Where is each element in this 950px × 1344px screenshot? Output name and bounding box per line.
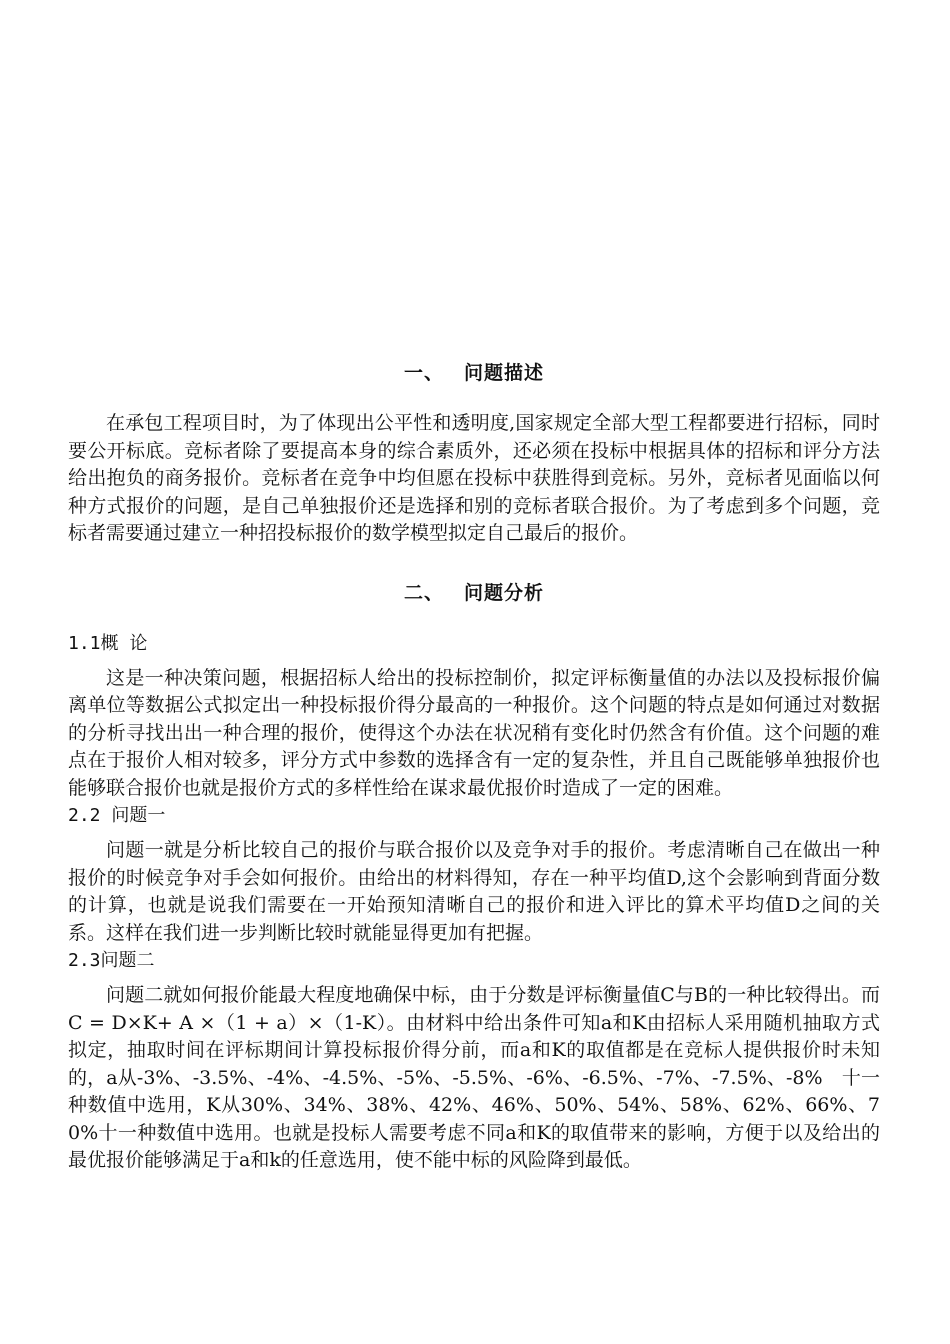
section-title-2	[68, 578, 880, 608]
spacer	[68, 608, 880, 630]
subsection-text-problem-1: 问题一就是分析比较自己的报价与联合报价以及竞争对手的报价。考虑清晰自己在做出一种报价的时候竞争对手会如何报价。由给出的材料得知，存在一种平均值D,这个会影响到背面分数的计算，也就是说我们需要在一开始预知清晰自己的报价和进入评比的算术平均值D之间的关系。这样在我们进一步判断比较时就能显得更加有把握。	[68, 839, 880, 944]
subsection-heading-problem-2: 2.3问题二	[68, 950, 155, 971]
subsection-text-problem-2: 问题二就如何报价能最大程度地确保中标，由于分数是评标衡量值C与B的一种比较得出。而C = D×K+ A ×（1 + a）×（1-K）。由材料中给出条件可知a和K由招标人采用随机抽取方式拟定，抽取时间在评标期间计算投标报价得分前，而a和K的取值都是在竞标人提供报价时未知的，a从-3%、-3.5%、-4%、-4.5%、-5%、-5.5%、-6%、-6.5%、-7%、-7.5%、-8% 十一种数值中选用，K从30%、34%、38%、42%、46%、50%、54%、58%、62%、66%、70%十一种数值中选用。也就是投标人需要考虑不同a和K的取值带来的影响，方便于以及给出的最优报价能够满足于a和k的任意选用，使不能中标的风险降到最低。	[68, 984, 880, 1171]
spacer	[68, 388, 880, 410]
intro-paragraph: 在承包工程项目时，为了体现出公平性和透明度,国家规定全部大型工程都要进行招标，同时要公开标底。竞标者除了要提高本身的综合素质外，还必须在投标中根据具体的招标和评分方法给出抱负的商务报价。竞标者在竞争中均但愿在投标中获胜得到竞标。另外，竞标者见面临以何种方式报价的问题，是自己单独报价还是选择和别的竞标者联合报价。为了考虑到多个问题，竞标者需要通过建立一种招投标报价的数学模型拟定自己最后的报价。	[68, 412, 880, 544]
section-number-1: 一、	[403, 362, 444, 384]
section-title-1	[68, 358, 880, 388]
spacer	[68, 657, 880, 665]
section-heading-2: 问题分析	[464, 581, 545, 604]
spacer	[68, 548, 880, 578]
section-number-2: 二、	[403, 581, 444, 604]
subsection-text-overview: 这是一种决策问题，根据招标人给出的投标控制价，拟定评标衡量值的办法以及投标报价偏离单位等数据公式拟定出一种投标报价得分最高的一种报价。这个问题的特点是如何通过对数据的分析寻找出出一种合理的报价，使得这个办法在状况稍有变化时仍然含有价值。这个问题的难点在于报价人相对较多，评分方式中参数的选择含有一定的复杂性，并且自己既能够单独报价也能够联合报价也就是报价方式的多样性给在谋求最优报价时造成了一定的困难。	[68, 666, 880, 799]
subsection-heading-overview: 1.1概 论	[68, 632, 148, 654]
subsection-heading-problem-1: 2.2 问题一	[68, 805, 166, 826]
spacer	[68, 974, 880, 982]
section-heading-1: 问题描述	[464, 362, 545, 384]
spacer	[68, 829, 880, 837]
document-page	[68, 358, 880, 1175]
